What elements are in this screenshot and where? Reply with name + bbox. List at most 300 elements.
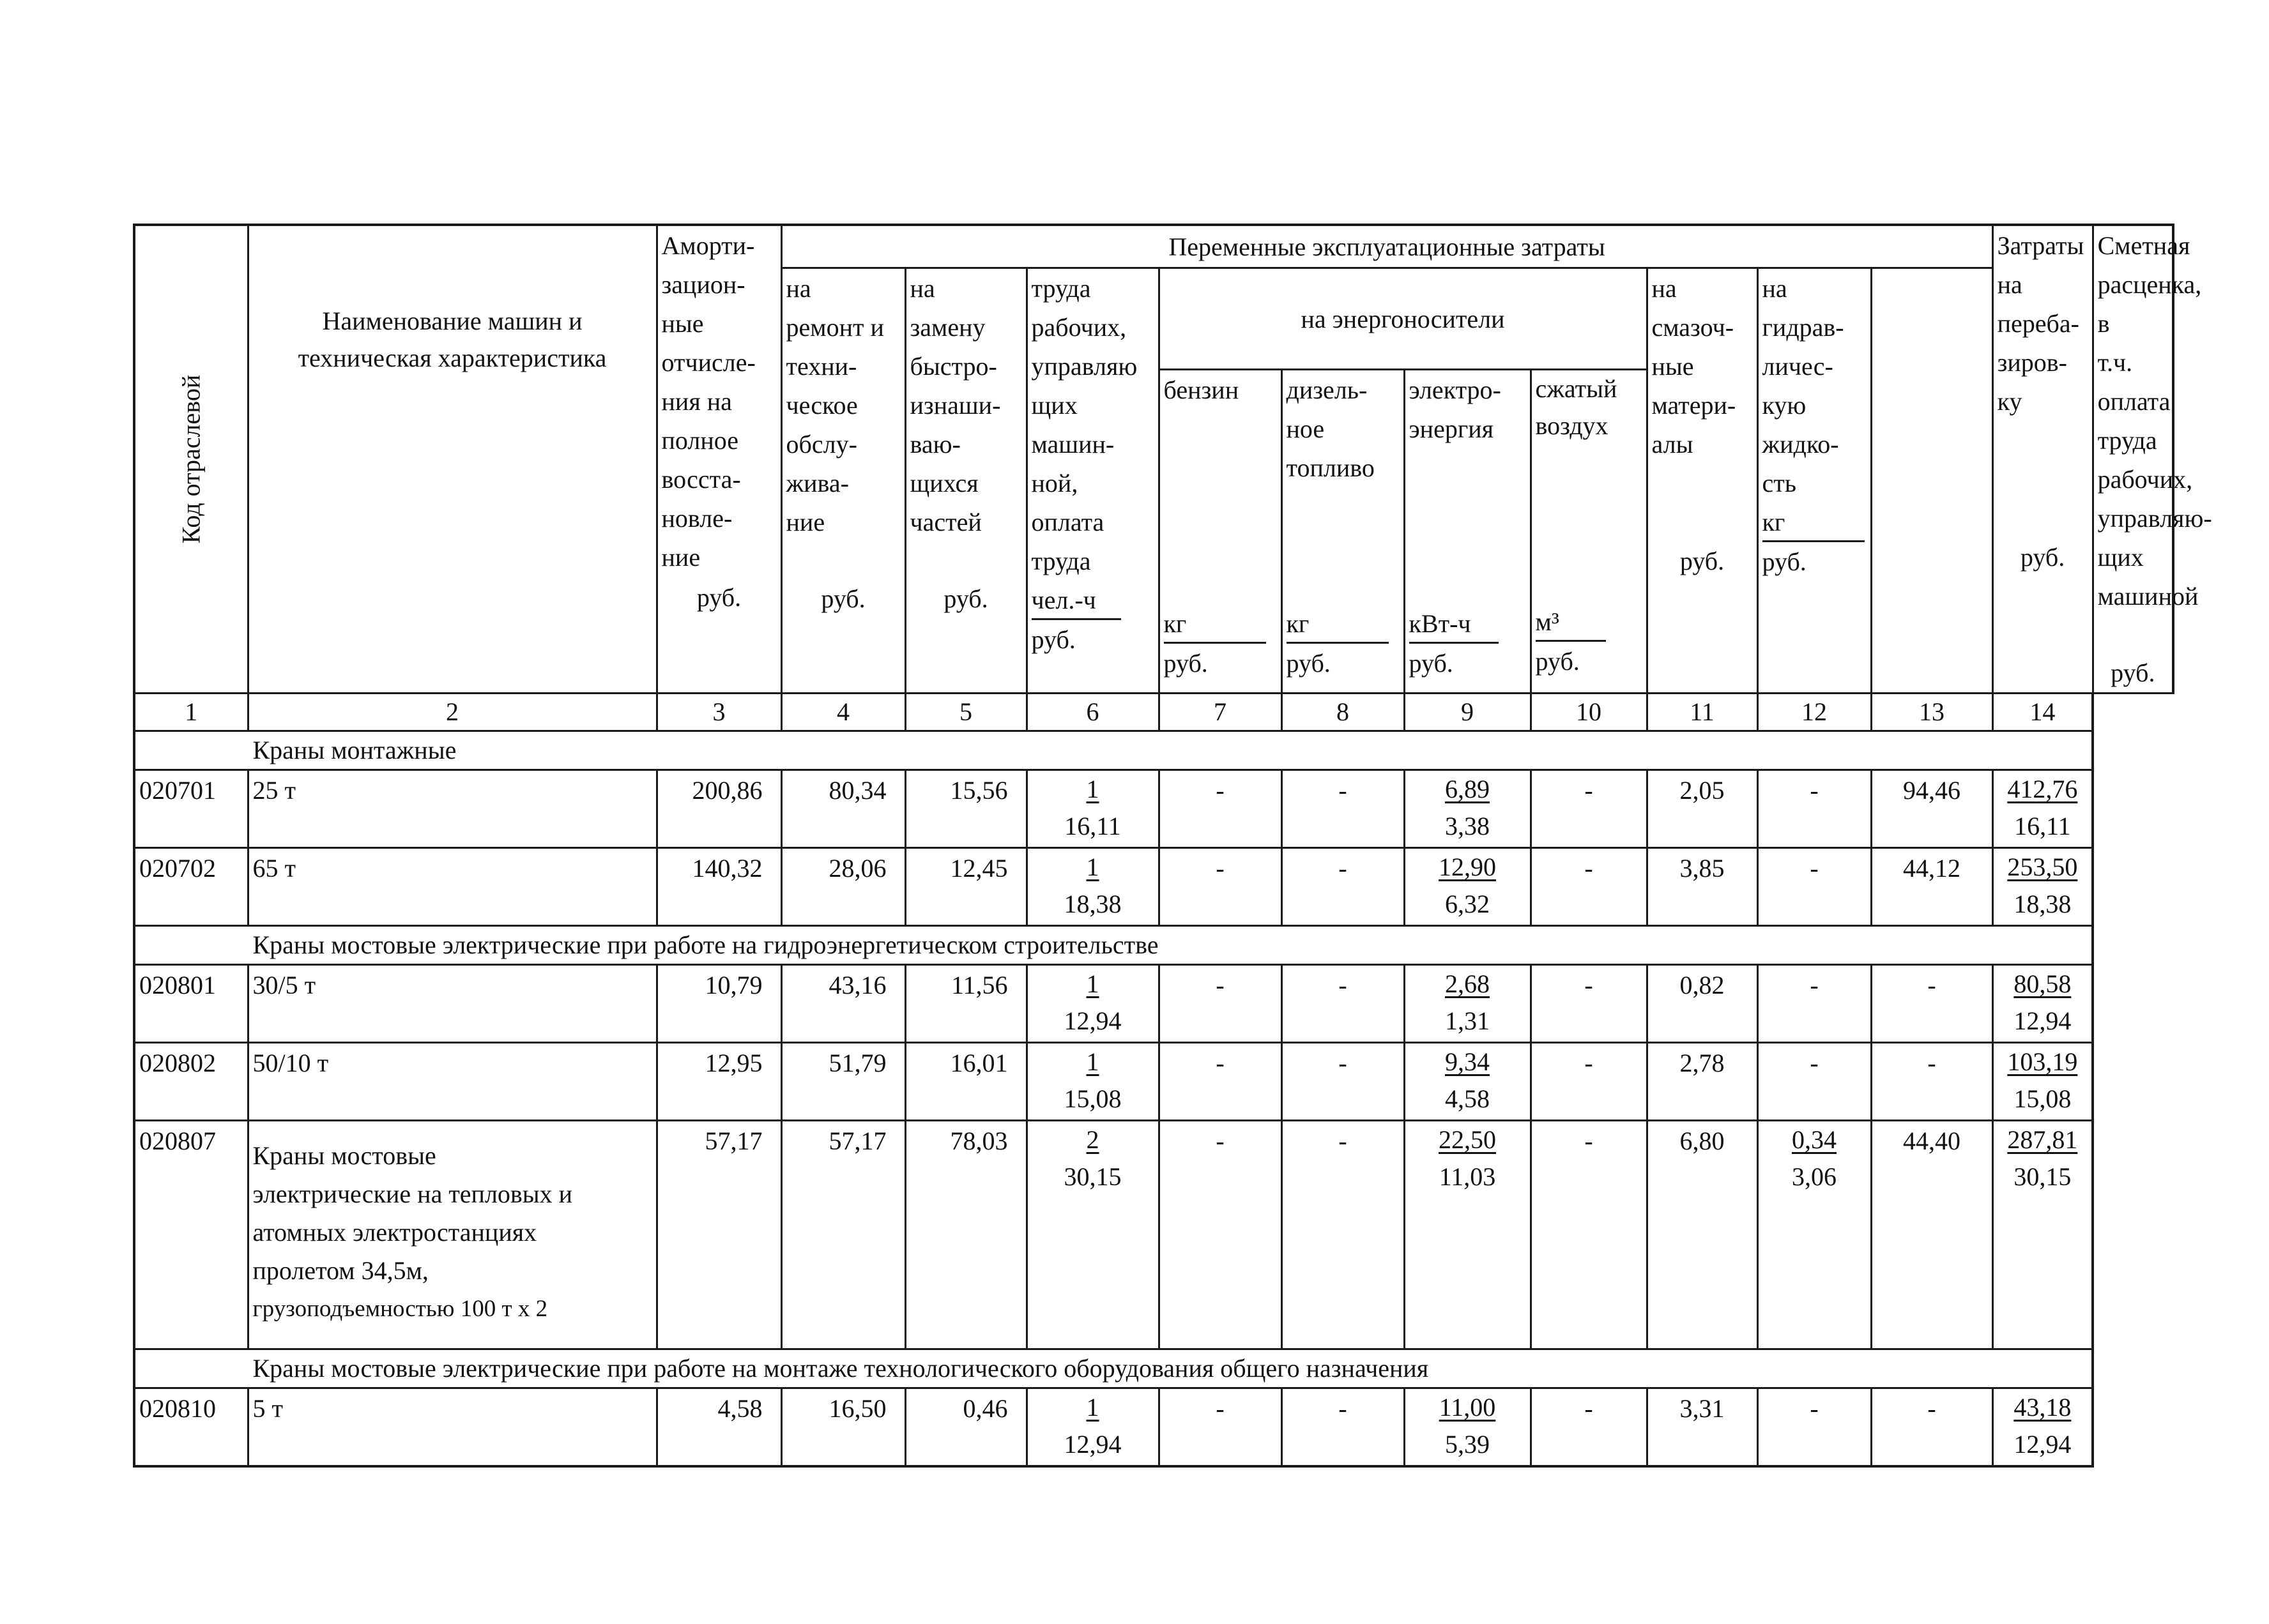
electro-fraction — [1439, 1121, 1496, 1195]
electro-fraction — [1445, 966, 1490, 1040]
lube-header-line: на — [1651, 274, 1677, 303]
amort-header-line: полное — [661, 426, 738, 455]
hydr-fraction-top: 0,34 — [1792, 1125, 1837, 1154]
amort-header-line: восста- — [661, 465, 741, 494]
row-code — [134, 770, 248, 848]
petrol-cell — [1159, 965, 1281, 1043]
petrol-cell-value: - — [1216, 1049, 1225, 1077]
labor-header-line: рабочих, — [1031, 313, 1127, 342]
reloc-cell-value: 44,12 — [1903, 854, 1961, 883]
diesel-header-line: топливо — [1286, 453, 1375, 482]
header-petrol: бензин кг руб. — [1159, 370, 1281, 694]
column-number: 6 — [1027, 694, 1159, 731]
hydr-header-line: личес- — [1762, 352, 1833, 381]
header-hydr: на гидрав- личес- кую жидко- сть кг руб. — [1757, 268, 1871, 694]
amort-cell-value: 57,17 — [705, 1127, 763, 1155]
header-parts: на замену быстро- изнаши- ваю- щихся частей руб. — [905, 268, 1027, 694]
hydr-header-line: на — [1762, 274, 1787, 303]
section-heading-row — [134, 731, 2173, 770]
diesel-cell — [1281, 1388, 1404, 1466]
petrol-cell-value: - — [1216, 1127, 1225, 1155]
row-name-text: 5 т — [252, 1394, 283, 1423]
header-amort-text — [662, 226, 777, 577]
estimate-header-line: расценка, в — [2097, 270, 2202, 338]
air-cell — [1531, 770, 1647, 848]
labor-header-line: ной, — [1031, 469, 1078, 497]
lube-header-line: смазоч- — [1651, 313, 1734, 342]
row-name — [248, 1121, 657, 1349]
diesel-cell-value: - — [1338, 971, 1347, 999]
estimate-header-line: труда — [2097, 426, 2157, 455]
amort-header-line: ния на — [661, 387, 732, 416]
row-code-text: 020810 — [139, 1394, 216, 1423]
diesel-cell-value: - — [1338, 1394, 1347, 1423]
labor-cell — [1027, 965, 1159, 1043]
header-code: Код отраслевой — [134, 225, 248, 694]
diesel-cell — [1281, 1121, 1404, 1349]
estimate-header-line: управляю- — [2097, 504, 2212, 533]
reloc-cell-value: - — [1927, 971, 1936, 999]
electro-fraction-top: 12,90 — [1439, 853, 1496, 881]
petrol-cell-value: - — [1216, 854, 1225, 883]
repair-cell — [781, 1121, 905, 1349]
labor-fraction-top: 1 — [1086, 1393, 1099, 1422]
air-header-line: сжатый — [1535, 374, 1617, 403]
repair-cell-value: 16,50 — [829, 1394, 887, 1423]
hydr-header-line: кую — [1762, 391, 1807, 420]
petrol-cell — [1159, 1388, 1281, 1466]
labor-cell — [1027, 770, 1159, 848]
air-cell-value: - — [1584, 1394, 1593, 1423]
amort-header-line: ние — [661, 543, 701, 572]
row-code-text: 020702 — [139, 854, 216, 883]
estimate-header-line: Сметная — [2097, 231, 2190, 260]
electro-fraction-top: 9,34 — [1445, 1047, 1490, 1076]
row-name — [248, 1388, 657, 1466]
parts-cell-value: 12,45 — [950, 854, 1008, 883]
hydr-header-line: сть — [1762, 469, 1796, 497]
lube-cell — [1647, 1043, 1757, 1121]
reloc-header-line: зиров- — [1997, 348, 2067, 377]
section-title — [248, 1349, 2093, 1388]
labor-fraction — [1064, 849, 1122, 923]
row-name-line: электрические на тепловых и — [252, 1180, 573, 1208]
row-name-line: атомных электростанциях — [252, 1218, 537, 1247]
labor-cell — [1027, 848, 1159, 926]
labor-fraction — [1064, 1121, 1122, 1195]
electro-fraction — [1445, 1043, 1490, 1118]
reloc-cell — [1871, 1388, 1992, 1466]
electro-cell — [1404, 848, 1531, 926]
column-number: 13 — [1871, 694, 1992, 731]
diesel-cell — [1281, 965, 1404, 1043]
parts-header-line: замену — [910, 313, 986, 342]
repair-cell — [781, 1043, 905, 1121]
estimate-header-line: щих — [2097, 543, 2144, 572]
diesel-cell — [1281, 1043, 1404, 1121]
estimate-fraction — [2007, 1043, 2077, 1118]
air-cell-value: - — [1584, 1127, 1593, 1155]
header-lube: на смазоч- ные матери- алы руб. — [1647, 268, 1757, 694]
electro-fraction-top: 11,00 — [1439, 1393, 1496, 1422]
electro-cell — [1404, 770, 1531, 848]
estimate-fraction-bottom: 15,08 — [2013, 1084, 2072, 1113]
reloc-header-line: на — [1997, 270, 2022, 299]
header-reloc: Затраты на переба- зиров- ку руб. — [1992, 225, 2093, 694]
parts-cell — [905, 1121, 1027, 1349]
parts-header-line: на — [910, 274, 935, 303]
table-row — [134, 848, 2173, 926]
parts-cell — [905, 1043, 1027, 1121]
repair-cell — [781, 1388, 905, 1466]
column-number: 8 — [1281, 694, 1404, 731]
repair-cell — [781, 848, 905, 926]
diesel-header-line: дизель- — [1286, 376, 1368, 404]
electro-header-line: энергия — [1409, 414, 1494, 443]
reloc-header-line: переба- — [1997, 309, 2079, 338]
estimate-cell — [1992, 965, 2093, 1043]
labor-fraction-top: 1 — [1086, 853, 1099, 881]
row-code — [134, 1043, 248, 1121]
hydr-cell-value: - — [1810, 1394, 1819, 1423]
row-name — [248, 770, 657, 848]
labor-fraction — [1064, 1043, 1122, 1118]
estimate-fraction-top: 412,76 — [2007, 775, 2078, 803]
header-name: Наименование машин и техническая характеристика — [248, 225, 657, 694]
amort-cell-value: 12,95 — [705, 1049, 763, 1077]
lube-cell-value: 6,80 — [1679, 1127, 1725, 1155]
reloc-cell-value: - — [1927, 1049, 1936, 1077]
estimate-fraction — [2007, 849, 2077, 923]
labor-fraction-top: 2 — [1086, 1125, 1099, 1154]
row-code-text: 020801 — [139, 971, 216, 999]
hydr-cell — [1757, 848, 1871, 926]
amort-cell — [657, 1043, 781, 1121]
header-row — [134, 225, 2173, 268]
labor-cell — [1027, 1121, 1159, 1349]
amort-cell — [657, 1121, 781, 1349]
hydr-header-line: жидко- — [1762, 430, 1839, 459]
section-code-blank — [134, 731, 248, 770]
reloc-cell-value: 94,46 — [1903, 776, 1961, 805]
section-title-text: Краны мостовые электрические при работе на гидроэнергетическом строительстве — [252, 930, 1159, 959]
section-heading-row — [134, 1349, 2173, 1388]
repair-cell-value: 80,34 — [829, 776, 887, 805]
air-cell-value: - — [1584, 776, 1593, 805]
row-code — [134, 1388, 248, 1466]
air-cell — [1531, 1121, 1647, 1349]
electro-fraction — [1439, 849, 1496, 923]
estimate-fraction-top: 103,19 — [2007, 1047, 2078, 1076]
hydr-cell — [1757, 965, 1871, 1043]
labor-cell — [1027, 1043, 1159, 1121]
lube-header-line: матери- — [1651, 391, 1736, 420]
labor-header-line: управляю — [1031, 352, 1138, 381]
repair-header-line: ческое — [786, 391, 858, 420]
estimate-fraction — [2013, 1389, 2071, 1463]
parts-cell-value: 0,46 — [963, 1394, 1008, 1423]
diesel-cell-value: - — [1338, 776, 1347, 805]
hydr-fraction-bottom: 3,06 — [1792, 1162, 1837, 1191]
hydr-cell-value: - — [1810, 854, 1819, 883]
row-name-text: 50/10 т — [252, 1049, 329, 1077]
electro-fraction-top: 2,68 — [1445, 969, 1490, 998]
labor-cell — [1027, 1388, 1159, 1466]
table-row — [134, 965, 2173, 1043]
estimate-fraction-bottom: 18,38 — [2013, 890, 2072, 918]
estimate-header-line: рабочих, — [2097, 465, 2193, 494]
reloc-cell — [1871, 770, 1992, 848]
header-air: сжатый воздух м³ руб. — [1531, 370, 1647, 694]
column-number: 2 — [248, 694, 657, 731]
lube-header-line: алы — [1651, 430, 1693, 459]
hydr-cell — [1757, 770, 1871, 848]
estimate-fraction-bottom: 12,94 — [2013, 1006, 2072, 1035]
electro-fraction-top: 6,89 — [1445, 775, 1490, 803]
header-labor: труда рабочих, управляю щих машин- ной, оплата труда чел.-ч руб. — [1027, 268, 1159, 694]
labor-header-line: труда — [1031, 547, 1091, 575]
petrol-cell-value: - — [1216, 776, 1225, 805]
electro-fraction-bottom: 3,38 — [1445, 812, 1490, 840]
hydr-cell — [1757, 1043, 1871, 1121]
amort-cell — [657, 848, 781, 926]
row-name-line: грузоподъемностью 100 т х 2 — [252, 1296, 548, 1322]
lube-cell — [1647, 965, 1757, 1043]
electro-cell — [1404, 965, 1531, 1043]
row-code-text: 020802 — [139, 1049, 216, 1077]
electro-header-line: электро- — [1409, 376, 1501, 404]
amort-cell — [657, 770, 781, 848]
air-cell — [1531, 1043, 1647, 1121]
column-number: 4 — [781, 694, 905, 731]
electro-fraction-top: 22,50 — [1439, 1125, 1496, 1154]
electro-fraction — [1439, 1389, 1496, 1463]
lube-cell-value: 3,85 — [1679, 854, 1725, 883]
row-code — [134, 965, 248, 1043]
column-number: 11 — [1647, 694, 1757, 731]
labor-header-line: машин- — [1031, 430, 1115, 459]
header-diesel: дизель- ное топливо кг руб. — [1281, 370, 1404, 694]
petrol-cell — [1159, 1121, 1281, 1349]
amort-header-line: отчисле- — [661, 348, 756, 377]
row-code-text: 020807 — [139, 1127, 216, 1155]
estimate-cell — [1992, 1121, 2093, 1349]
repair-header-line: ние — [786, 508, 825, 536]
labor-fraction-top: 1 — [1086, 775, 1099, 803]
diesel-cell-value: - — [1338, 1127, 1347, 1155]
labor-header-line: труда — [1031, 274, 1091, 303]
diesel-cell-value: - — [1338, 854, 1347, 883]
estimate-fraction-top: 80,58 — [2013, 969, 2072, 998]
column-number: 14 — [1992, 694, 2093, 731]
lube-cell — [1647, 1121, 1757, 1349]
row-name-line: Краны мостовые — [252, 1141, 436, 1170]
table-row — [134, 1388, 2173, 1466]
labor-fraction-bottom: 12,94 — [1064, 1006, 1122, 1035]
lube-cell-value: 3,31 — [1679, 1394, 1725, 1423]
machine-cost-table — [133, 224, 2212, 1468]
row-name — [248, 848, 657, 926]
estimate-fraction-top: 253,50 — [2007, 853, 2078, 881]
parts-cell — [905, 965, 1027, 1043]
labor-fraction-top: 1 — [1086, 969, 1099, 998]
repair-header-line: на — [786, 274, 811, 303]
petrol-cell — [1159, 1043, 1281, 1121]
amort-cell-value: 200,86 — [692, 776, 763, 805]
header-amort: Аморти- зацион- ные отчисле- ния на полное восста- новле- ние руб. — [657, 225, 781, 694]
parts-header-line: частей — [910, 508, 982, 536]
hydr-fraction — [1792, 1121, 1837, 1195]
electro-cell — [1404, 1388, 1531, 1466]
lube-cell-value: 0,82 — [1679, 971, 1725, 999]
parts-cell-value: 15,56 — [950, 776, 1008, 805]
lube-header-line: ные — [1651, 352, 1694, 381]
estimate-cell — [1992, 1043, 2093, 1121]
parts-header-line: быстро- — [910, 352, 997, 381]
estimate-cell — [1992, 1388, 2093, 1466]
table-row — [134, 1043, 2173, 1121]
hydr-cell-value: - — [1810, 971, 1819, 999]
electro-fraction-bottom: 6,32 — [1445, 890, 1490, 918]
estimate-fraction-top: 43,18 — [2013, 1393, 2072, 1422]
labor-header-line: щих — [1031, 391, 1078, 420]
labor-fraction — [1064, 966, 1122, 1040]
parts-header-line: ваю- — [910, 430, 961, 459]
column-number: 7 — [1159, 694, 1281, 731]
section-title — [248, 731, 2093, 770]
column-number: 9 — [1404, 694, 1531, 731]
repair-cell-value: 43,16 — [829, 971, 887, 999]
repair-cell — [781, 965, 905, 1043]
electro-cell — [1404, 1121, 1531, 1349]
header-electro: электро- энергия кВт-ч руб. — [1404, 370, 1531, 694]
table-row — [134, 770, 2173, 848]
lube-cell — [1647, 1388, 1757, 1466]
air-cell-value: - — [1584, 971, 1593, 999]
column-number: 1 — [134, 694, 248, 731]
labor-fraction-bottom: 12,94 — [1064, 1430, 1122, 1459]
row-code-text: 020701 — [139, 776, 216, 805]
hydr-cell — [1757, 1388, 1871, 1466]
estimate-header-line: машиной — [2097, 582, 2199, 611]
petrol-cell — [1159, 770, 1281, 848]
repair-header-line: техни- — [786, 352, 857, 381]
labor-header-line: оплата — [1031, 508, 1104, 536]
amort-cell — [657, 1388, 781, 1466]
labor-fraction-bottom: 16,11 — [1064, 812, 1121, 840]
section-title — [248, 926, 2093, 965]
estimate-cell — [1992, 848, 2093, 926]
reloc-cell — [1871, 1121, 1992, 1349]
petrol-cell-value: - — [1216, 971, 1225, 999]
section-heading-row — [134, 926, 2173, 965]
lube-cell — [1647, 848, 1757, 926]
reloc-header-line: Затраты — [1997, 231, 2084, 260]
reloc-cell — [1871, 1043, 1992, 1121]
header-energy: на энергоносители — [1159, 268, 1647, 370]
header-variable: Переменные эксплуатационные затраты — [781, 225, 1992, 268]
section-code-blank — [134, 926, 248, 965]
amort-header-line: зацион- — [661, 270, 745, 299]
estimate-fraction — [2013, 966, 2071, 1040]
diesel-cell-value: - — [1338, 1049, 1347, 1077]
electro-fraction — [1445, 771, 1490, 845]
column-number: 3 — [657, 694, 781, 731]
lube-cell-value: 2,05 — [1679, 776, 1725, 805]
labor-fraction — [1064, 1389, 1122, 1463]
repair-header-line: обслу- — [786, 430, 857, 459]
estimate-fraction-bottom: 12,94 — [2013, 1430, 2072, 1459]
row-name — [248, 1043, 657, 1121]
diesel-cell — [1281, 848, 1404, 926]
repair-cell-value: 28,06 — [829, 854, 887, 883]
column-numbers-row — [134, 694, 2173, 731]
row-name-text: 30/5 т — [252, 971, 316, 999]
electro-cell — [1404, 1043, 1531, 1121]
hydr-header-line: гидрав- — [1762, 313, 1844, 342]
parts-cell — [905, 848, 1027, 926]
parts-cell — [905, 1388, 1027, 1466]
electro-fraction-bottom: 11,03 — [1439, 1162, 1496, 1191]
reloc-cell-value: 44,40 — [1903, 1127, 1961, 1155]
header-repair: на ремонт и техни- ческое обслу- жива- ние руб. — [781, 268, 905, 694]
electro-fraction-bottom: 5,39 — [1444, 1430, 1490, 1459]
table-row — [134, 1121, 2173, 1349]
row-name-line: пролетом 34,5м, — [252, 1256, 429, 1285]
amort-header-line: новле- — [661, 504, 733, 533]
amort-cell-value: 10,79 — [705, 971, 763, 999]
header-estimate: Сметная расценка, в т.ч. оплата труда рабочих, управляю- щих машиной руб. — [2093, 225, 2173, 694]
air-header-line: воздух — [1535, 411, 1608, 440]
parts-cell-value: 78,03 — [950, 1127, 1008, 1155]
labor-fraction-top: 1 — [1086, 1047, 1099, 1076]
amort-header-line: Аморти- — [661, 231, 755, 260]
estimate-fraction-bottom: 30,15 — [2013, 1162, 2072, 1191]
electro-fraction-bottom: 1,31 — [1445, 1006, 1490, 1035]
electro-fraction-bottom: 4,58 — [1445, 1084, 1490, 1113]
amort-cell-value: 140,32 — [692, 854, 763, 883]
lube-cell-value: 2,78 — [1679, 1049, 1725, 1077]
hydr-cell-value: - — [1810, 776, 1819, 805]
repair-cell — [781, 770, 905, 848]
parts-cell-value: 16,01 — [950, 1049, 1008, 1077]
amort-cell — [657, 965, 781, 1043]
air-cell-value: - — [1584, 1049, 1593, 1077]
parts-cell — [905, 770, 1027, 848]
hydr-cell-value: - — [1810, 1049, 1819, 1077]
air-cell — [1531, 1388, 1647, 1466]
estimate-fraction-top: 287,81 — [2007, 1125, 2078, 1154]
estimate-fraction — [2007, 1121, 2077, 1195]
row-name-text: 65 т — [252, 854, 296, 883]
hydr-cell — [1757, 1121, 1871, 1349]
air-cell — [1531, 965, 1647, 1043]
parts-header-line: изнаши- — [910, 391, 1001, 420]
estimate-fraction — [2007, 771, 2077, 845]
estimate-cell — [1992, 770, 2093, 848]
lube-cell — [1647, 770, 1757, 848]
labor-fraction-bottom: 18,38 — [1064, 890, 1122, 918]
air-cell — [1531, 848, 1647, 926]
reloc-cell — [1871, 965, 1992, 1043]
reloc-header-line: ку — [1997, 387, 2022, 416]
column-number: 12 — [1757, 694, 1871, 731]
reloc-cell-value: - — [1927, 1394, 1936, 1423]
labor-fraction-bottom: 30,15 — [1064, 1162, 1122, 1191]
section-title-text: Краны мостовые электрические при работе на монтаже технологического оборудования общего назначения — [252, 1354, 1429, 1383]
reloc-cell — [1871, 848, 1992, 926]
labor-fraction-bottom: 15,08 — [1064, 1084, 1122, 1113]
